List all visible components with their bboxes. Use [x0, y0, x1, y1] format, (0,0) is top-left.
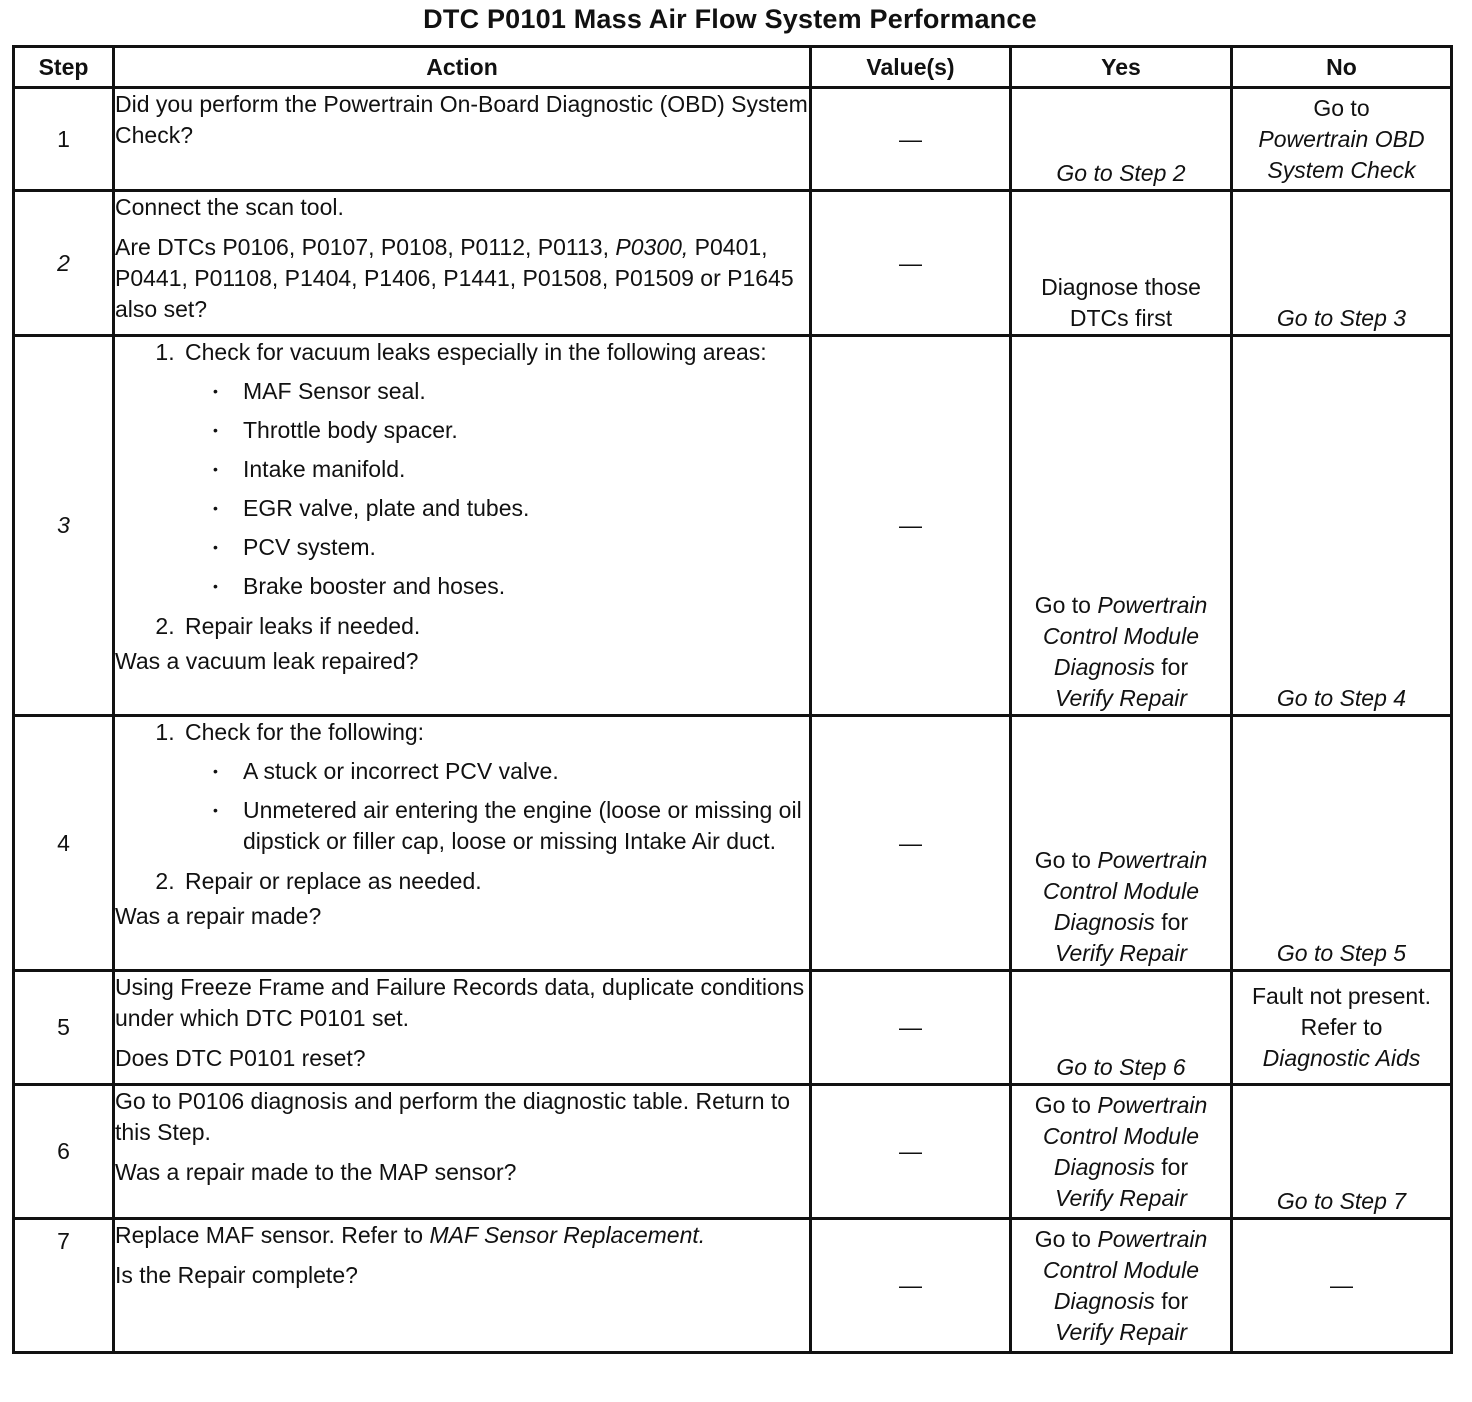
yes-cell: [1011, 336, 1232, 716]
no-cell: Go to Step 5: [1232, 716, 1452, 971]
diagnostic-table: [12, 45, 1453, 1354]
no-line: Fault not present.: [1252, 983, 1431, 1009]
action-question: Was a repair made?: [115, 903, 322, 929]
no-line: Diagnostic Aids: [1262, 1045, 1421, 1071]
no-line: Refer to: [1300, 1014, 1383, 1040]
value-cell: —: [811, 716, 1011, 971]
bullet-item: • Intake manifold.: [213, 454, 809, 485]
list-item: [181, 717, 809, 857]
action-text: Go to P0106 diagnosis and perform the diagnostic table. Return to this Step.: [115, 1088, 791, 1145]
yes-line: [1012, 652, 1230, 683]
action-cell: [114, 191, 811, 336]
action-text-part: Replace MAF sensor. Refer to: [115, 1222, 430, 1248]
value-cell: —: [811, 1219, 1011, 1353]
yes-line: Control Module: [1043, 878, 1199, 904]
action-cell: [114, 716, 811, 971]
value-cell: —: [811, 1085, 1011, 1219]
yes-line: [1012, 1224, 1230, 1255]
action-question: Does DTC P0101 reset?: [115, 1045, 366, 1071]
yes-line: [1012, 1090, 1230, 1121]
no-line: Go to: [1313, 94, 1370, 121]
bullet-item: • PCV system.: [213, 532, 809, 563]
step-number: 2: [14, 191, 114, 336]
yes-line: [1012, 590, 1230, 621]
table-row: [14, 1219, 1452, 1353]
yes-line: [1012, 907, 1230, 938]
no-line: System Check: [1267, 156, 1416, 183]
value-cell: —: [811, 191, 1011, 336]
yes-text: for: [1154, 1153, 1189, 1180]
yes-text: Powertrain: [1097, 1091, 1208, 1118]
yes-cell: Go to Step 6: [1011, 971, 1232, 1085]
action-question: Was a repair made to the MAP sensor?: [115, 1159, 517, 1185]
yes-cell: [1011, 1219, 1232, 1353]
action-text-part: MAF Sensor Replacement.: [429, 1222, 706, 1248]
step-number: 7: [14, 1219, 114, 1353]
yes-text: Go to: [1034, 1091, 1098, 1118]
action-text: Check for vacuum leaks especially in the following areas:: [185, 339, 767, 365]
action-text: Did you perform the Powertrain On-Board Diagnostic (OBD) System Check?: [115, 91, 808, 148]
bullet-item: • MAF Sensor seal.: [213, 376, 809, 407]
bullet-item: • EGR valve, plate and tubes.: [213, 493, 809, 524]
no-cell: Go to Step 7: [1232, 1085, 1452, 1219]
table-row: [14, 971, 1452, 1085]
yes-text: Powertrain: [1097, 1225, 1208, 1252]
yes-text: Go to: [1034, 847, 1098, 873]
bullet-item: • Brake booster and hoses.: [213, 571, 809, 602]
no-cell: [1232, 971, 1452, 1085]
yes-text: Diagnosis: [1053, 654, 1155, 680]
action-text: [115, 1220, 809, 1251]
header-values: Value(s): [811, 47, 1011, 88]
action-cell: [114, 1085, 811, 1219]
yes-text: Diagnosis: [1053, 909, 1155, 935]
yes-text: Powertrain: [1097, 847, 1208, 873]
step-number: 1: [14, 88, 114, 191]
yes-line: [1012, 1152, 1230, 1183]
yes-line: Diagnose those: [1041, 274, 1201, 300]
list-item: 2. Repair leaks if needed.: [181, 611, 809, 642]
table-row: [14, 88, 1452, 191]
no-cell: Go to Step 4: [1232, 336, 1452, 716]
value-cell: —: [811, 971, 1011, 1085]
action-text: Are DTCs P0106, P0107, P0108, P0112, P0113,: [115, 234, 616, 260]
action-text: P0401, P0441, P01108, P1404, P1406, P1441, P01508, P01509 or P1645 also set?: [115, 234, 794, 322]
action-question: [115, 232, 809, 325]
value-cell: —: [811, 336, 1011, 716]
list-item: 2. Repair or replace as needed.: [181, 866, 809, 897]
header-yes: Yes: [1011, 47, 1232, 88]
bullet-item: • A stuck or incorrect PCV valve.: [213, 756, 809, 787]
header-step: Step: [14, 47, 114, 88]
bullet-item: • Unmetered air entering the engine (loose or missing oil dipstick or filler cap, loose or missing Intake Air duct.: [213, 795, 809, 857]
yes-line: Verify Repair: [1054, 1318, 1188, 1345]
action-question: Was a vacuum leak repaired?: [115, 648, 419, 674]
yes-line: Control Module: [1043, 1122, 1199, 1149]
yes-line: [1012, 1286, 1230, 1317]
yes-cell: [1011, 191, 1232, 336]
action-text: Connect the scan tool.: [115, 194, 344, 220]
yes-line: Verify Repair: [1054, 1184, 1188, 1211]
no-cell: —: [1232, 1219, 1452, 1353]
yes-cell: [1011, 1085, 1232, 1219]
header-no: No: [1232, 47, 1452, 88]
action-cell: [114, 1219, 811, 1353]
table-row: [14, 191, 1452, 336]
header-action: Action: [114, 47, 811, 88]
table-row: [14, 716, 1452, 971]
yes-text: for: [1154, 909, 1189, 935]
document-title: DTC P0101 Mass Air Flow System Performance: [423, 4, 1037, 34]
step-number: 5: [14, 971, 114, 1085]
yes-cell: [1011, 716, 1232, 971]
action-text: P0300,: [615, 234, 689, 260]
yes-text: Powertrain: [1097, 592, 1208, 618]
yes-line: [1012, 845, 1230, 876]
table-header-row: [14, 47, 1452, 88]
action-cell: [114, 971, 811, 1085]
yes-text: Go to: [1034, 592, 1098, 618]
step-number: 6: [14, 1085, 114, 1219]
yes-text: Diagnosis: [1053, 1287, 1155, 1314]
no-line: Powertrain OBD: [1258, 125, 1425, 152]
table-row: [14, 1085, 1452, 1219]
action-cell: [114, 336, 811, 716]
yes-line: Control Module: [1043, 1256, 1199, 1283]
value-cell: —: [811, 88, 1011, 191]
yes-line: DTCs first: [1069, 305, 1173, 331]
action-question: Is the Repair complete?: [115, 1262, 358, 1288]
action-cell: [114, 88, 811, 191]
yes-line: Verify Repair: [1054, 940, 1188, 966]
step-number: 4: [14, 716, 114, 971]
action-text: Using Freeze Frame and Failure Records data, duplicate conditions under which DTC P0101 set.: [115, 974, 805, 1031]
yes-line: Verify Repair: [1054, 685, 1188, 711]
table-row: [14, 336, 1452, 716]
bullet-item: • Throttle body spacer.: [213, 415, 809, 446]
no-cell: Go to Step 3: [1232, 191, 1452, 336]
yes-line: Control Module: [1043, 623, 1199, 649]
yes-cell: Go to Step 2: [1011, 88, 1232, 191]
yes-text: Diagnosis: [1053, 1153, 1155, 1180]
yes-text: for: [1154, 654, 1189, 680]
yes-text: Go to: [1034, 1225, 1098, 1252]
no-cell: [1232, 88, 1452, 191]
step-number: 3: [14, 336, 114, 716]
yes-text: for: [1154, 1287, 1189, 1314]
action-text: Check for the following:: [185, 719, 425, 745]
list-item: [181, 337, 809, 602]
